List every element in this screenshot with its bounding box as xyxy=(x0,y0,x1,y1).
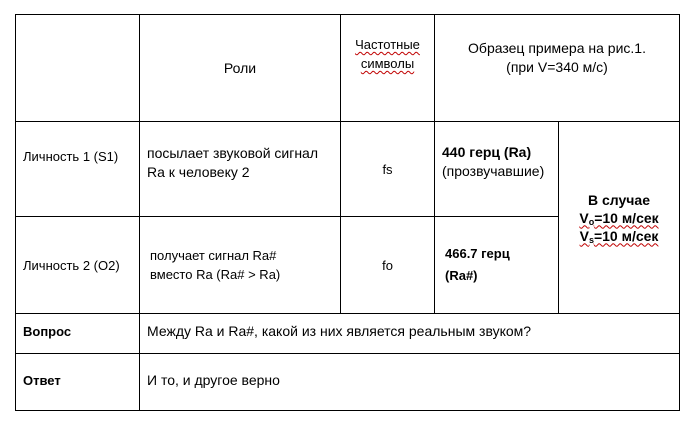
case-note-vs xyxy=(559,227,679,245)
role-1-line2: Ra к человеку 2 xyxy=(147,164,250,180)
role-1-cell xyxy=(140,122,341,217)
question-label: Вопрос xyxy=(23,324,72,339)
role-2-cell xyxy=(140,217,341,314)
case-note-v0-sub: o xyxy=(588,216,595,227)
case-note-vs-var: V xyxy=(579,227,589,244)
case-note-v0-var: V xyxy=(579,209,589,226)
person-1-cell xyxy=(16,122,140,217)
example-2-text xyxy=(445,243,558,287)
header-row xyxy=(16,15,680,122)
role-2-line2: вместо Ra (Ra# > Ra) xyxy=(150,267,281,282)
person-2-cell xyxy=(16,217,140,314)
header-freq xyxy=(341,35,434,73)
example-2-line1: 466.7 герц xyxy=(445,246,510,261)
example-1-text xyxy=(442,143,558,181)
question-text-cell xyxy=(140,314,680,354)
role-2-line1: получает сигнал Ra# xyxy=(150,248,277,263)
role-2-text xyxy=(150,246,340,284)
example-1-line2: (прозвучавшие) xyxy=(442,163,545,179)
symbol-2-cell xyxy=(341,217,435,314)
case-note-vs-sub: s xyxy=(588,234,594,245)
answer-text: И то, и другое верно xyxy=(147,371,280,388)
header-example-line1: Образец примера на рис.1. xyxy=(468,40,646,56)
answer-label-cell xyxy=(16,354,140,411)
header-freq-line1: Частотные xyxy=(355,37,420,52)
role-1-text xyxy=(147,144,340,182)
example-2-line2: (Ra#) xyxy=(445,268,478,283)
person-2-label: Личность 2 (O2) xyxy=(23,257,120,273)
header-example-cell xyxy=(435,15,680,122)
header-freq-line2: символы xyxy=(360,56,415,71)
answer-label: Ответ xyxy=(23,372,61,388)
case-note-vs-text xyxy=(580,228,659,244)
question-row xyxy=(16,314,680,354)
answer-row xyxy=(16,354,680,411)
person-1-label: Личность 1 (S1) xyxy=(23,148,119,164)
case-note-line1: В случае xyxy=(588,191,650,208)
answer-text-cell xyxy=(140,354,680,411)
case-note-cell xyxy=(559,122,680,314)
table-row xyxy=(16,122,680,217)
symbol-fs: fs xyxy=(382,161,393,177)
example-1-cell xyxy=(435,122,559,217)
case-note-vs-val: =10 м/сек xyxy=(593,227,659,244)
symbol-fo: fo xyxy=(382,257,393,273)
case-note-v0-val: =10 м/сек xyxy=(594,209,659,226)
header-example-line2: (при V=340 м/с) xyxy=(506,59,608,75)
case-note-v0-text xyxy=(579,210,658,226)
header-freq-cell xyxy=(341,15,435,122)
header-roles-cell xyxy=(140,15,341,122)
question-text: Между Ra и Ra#, какой из них является реальным звуком? xyxy=(147,323,532,339)
role-1-line1: посылает звуковой сигнал xyxy=(147,145,319,161)
example-2-cell xyxy=(435,217,559,314)
header-example xyxy=(435,39,679,77)
header-empty-cell xyxy=(16,15,140,122)
symbol-1-cell xyxy=(341,122,435,217)
case-note-v0 xyxy=(559,209,679,227)
question-label-cell xyxy=(16,314,140,354)
example-1-line1: 440 герц (Ra) xyxy=(442,144,532,160)
header-roles: Роли xyxy=(223,59,257,76)
doppler-table xyxy=(15,14,680,411)
